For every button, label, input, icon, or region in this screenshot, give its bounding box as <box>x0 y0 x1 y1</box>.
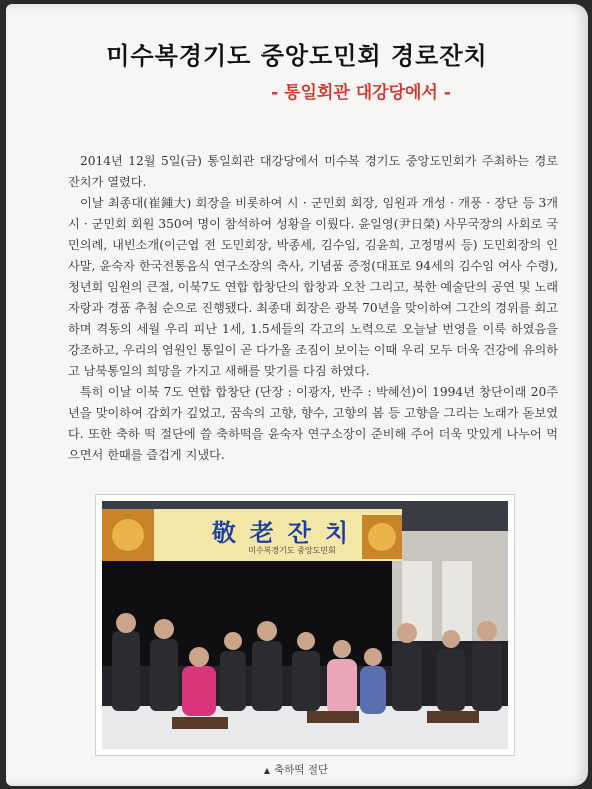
banner-title: 敬老잔치 <box>211 518 363 547</box>
event-photo-frame <box>95 494 515 756</box>
article-body <box>68 151 558 466</box>
article-title: 미수복경기도 중앙도민회 경로잔치 <box>106 42 488 70</box>
triangle-up-icon: ▲ <box>263 766 271 775</box>
banner-subtitle: 미수복경기도 중앙도민회 <box>248 546 336 555</box>
article-subtitle: - 통일회관 대강당에서 - <box>271 83 451 103</box>
photo-caption <box>0 762 592 777</box>
paragraph-3: 특히 이날 이북 7도 연합 합창단 (단장 : 이광자, 반주 : 박혜선)이 1994년 창단이래 20주년을 맞이하여 감회가 깊었고, 꿈속의 고향, 향수, 고향의 봄 등 고향을 그리는 노래가 돋보였다. 또한 축하 떡 절단에 쓸 축하떡을 윤숙자 연구소장이 준비해 주어 더욱 맛있게 나누어 먹으면서 한때를 즐겁게 지냈다. <box>68 385 558 462</box>
caption-text: 축하떡 절단 <box>274 764 329 776</box>
emblem-left-icon <box>112 519 144 551</box>
paragraph-2: 이날 최종대(崔鍾大) 회장을 비롯하여 시 · 군민회 회장, 임원과 개성 · 개풍 · 장단 등 3개 시 · 군민회 회원 350여 명이 참석하여 성황을 이뤘다. 윤일영(尹日榮) 사무국장의 사회로 국민의례, 내빈소개(이근엽 전 도민회장, 박종세, 김수임, 김윤희, 고정명씨 등) 도민회장의 인사말, 윤숙자 한국전통음식 연구소장의 축사, 기념품 증정(대표로 94세의 김수임 여사 수령), 청년회 임원의 큰절, 이북7도 연합 합창단의 합창과 오찬 그리고, 북한 예술단의 공연 및 노래자랑과 경품 추첨 순으로 진행됐다. 최종대 회장은 광복 70년을 맞이하여 그간의 경위를 회고하며 격동의 세월 우리 피난 1세, 1.5세들의 각고의 노력으로 오늘날 번영을 이룩 하였음을 강조하고, 우리의 염원인 통일이 곧 다가올 조짐이 보이는 이때 우리 모두 더욱 건강에 유의하고 남북통일의 희망을 가지고 새해를 맞기를 다짐 하였다. <box>68 196 558 378</box>
event-photo <box>102 501 508 749</box>
paragraph-1: 2014년 12월 5일(금) 통일회관 대강당에서 미수복 경기도 중앙도민회가 주최하는 경로 잔치가 열렸다. <box>68 154 558 189</box>
